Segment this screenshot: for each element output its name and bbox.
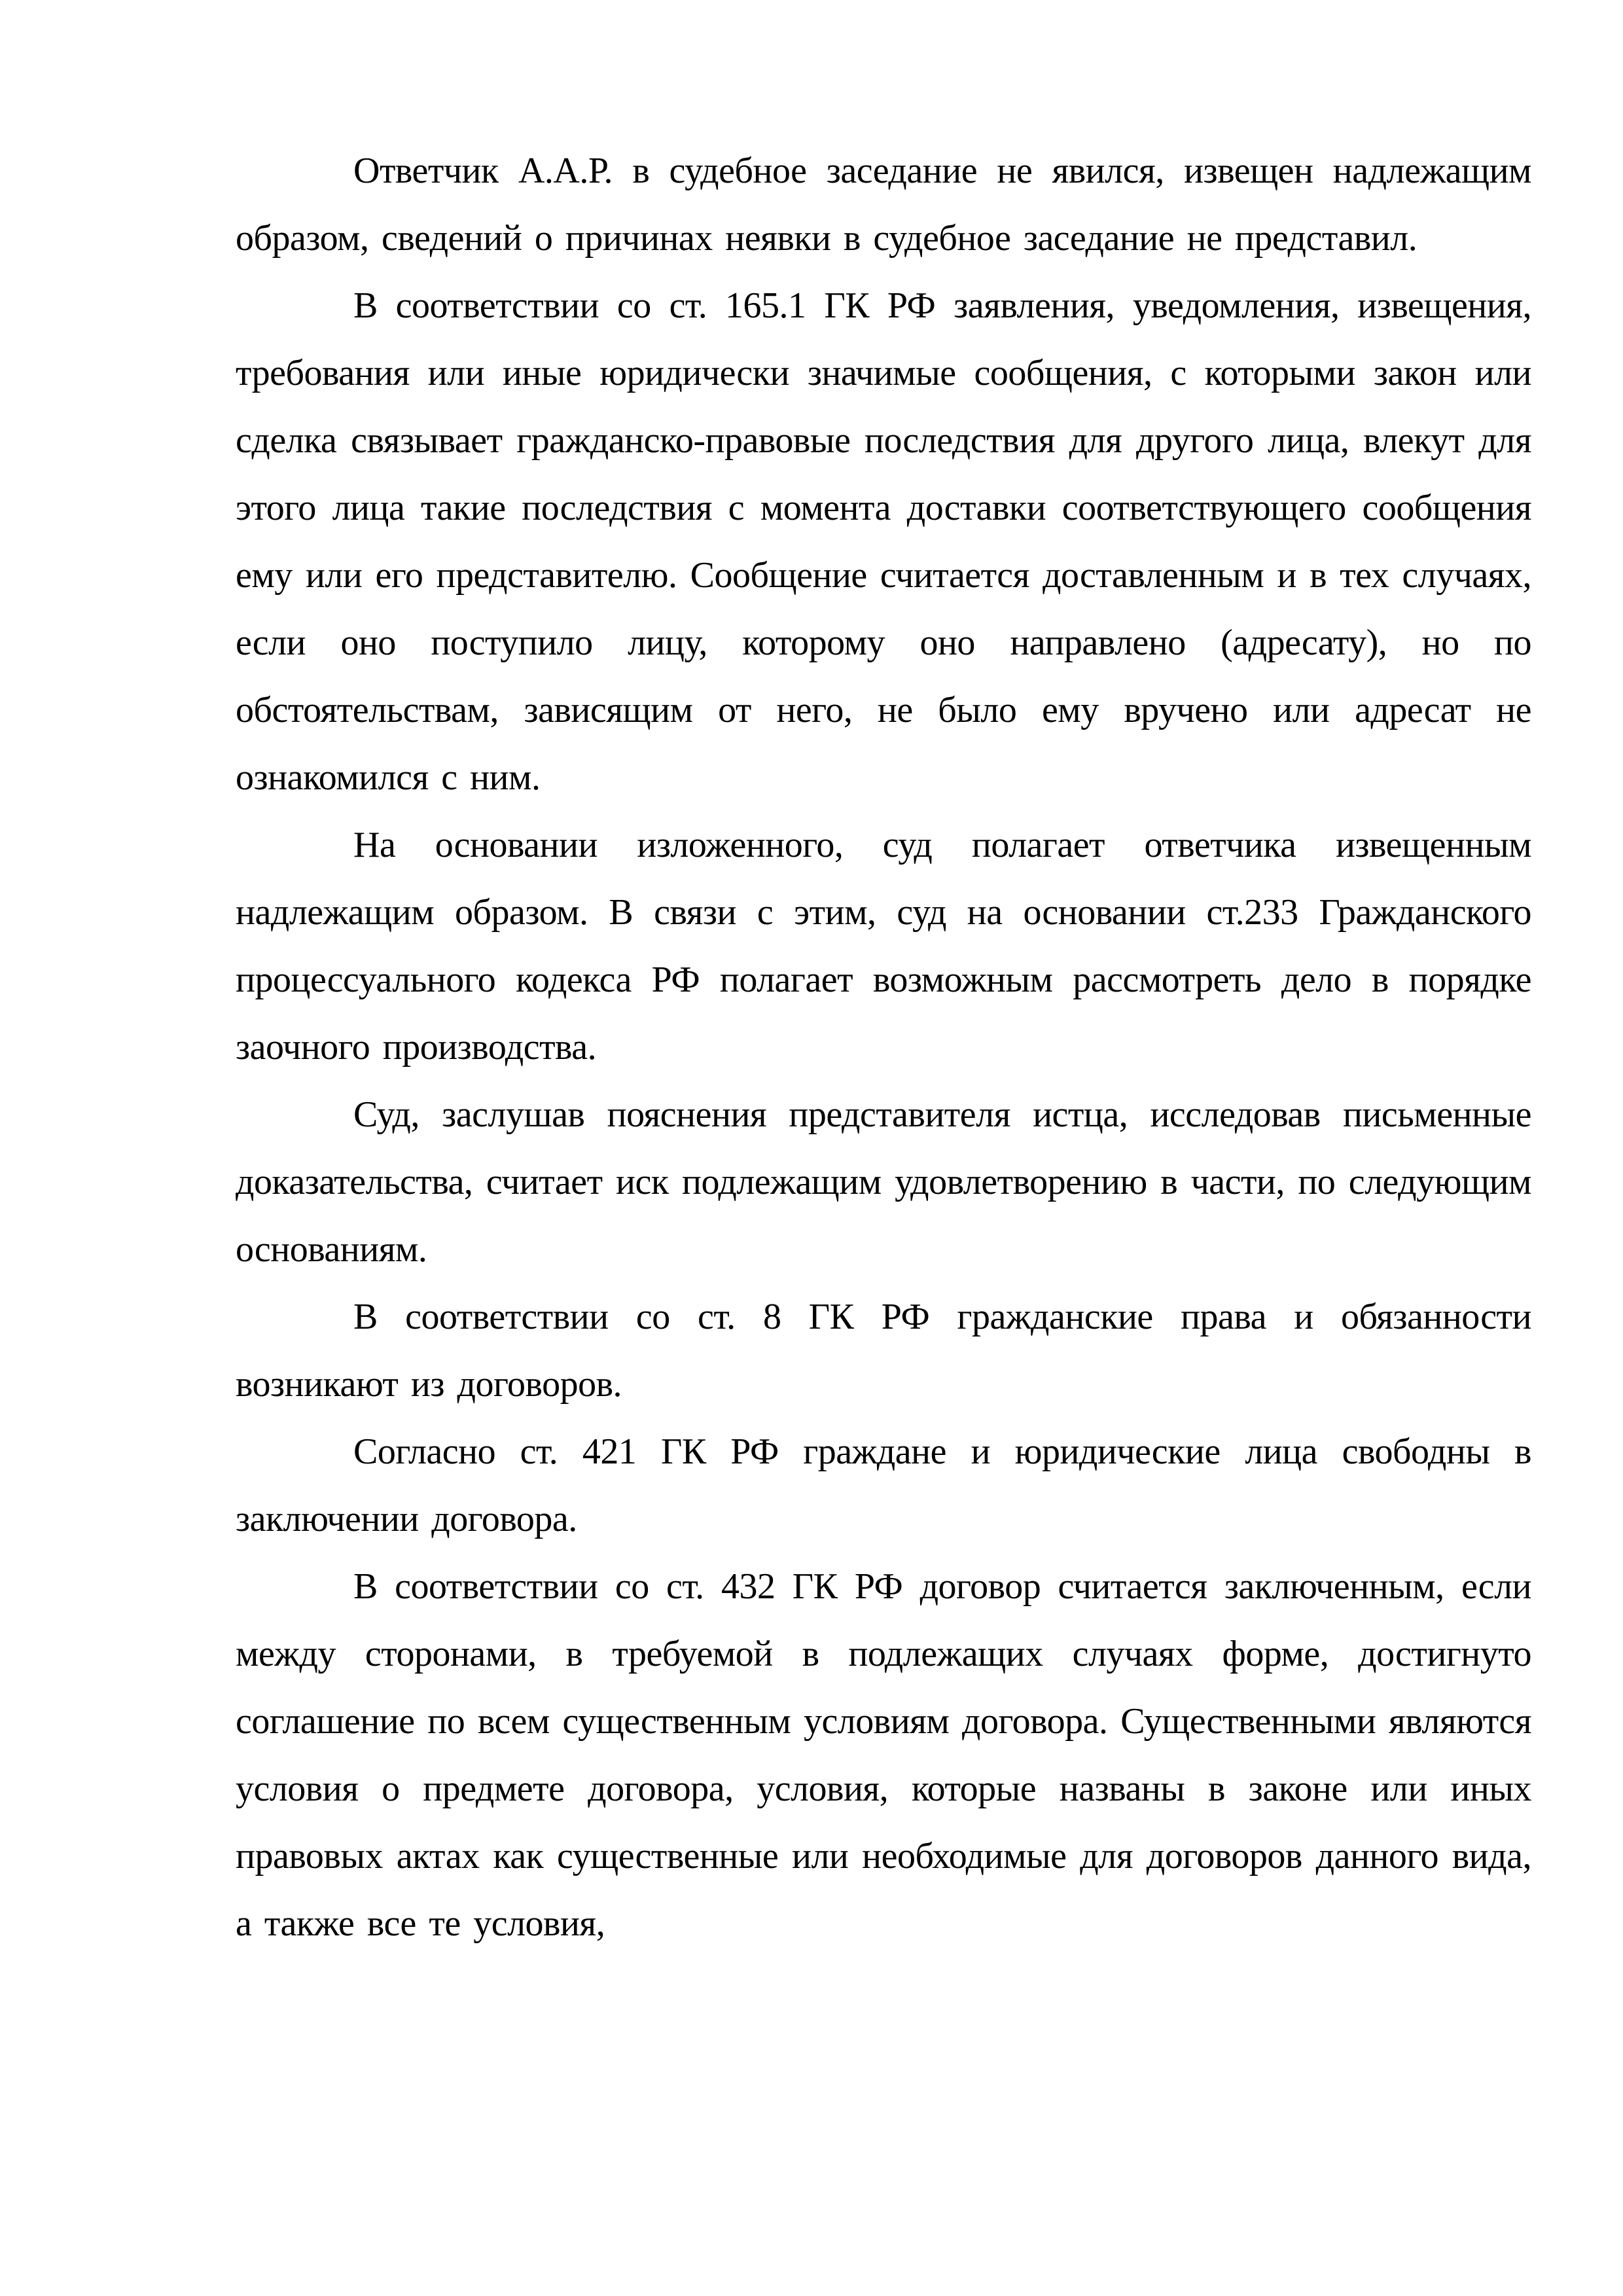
document-text-block [236,137,1531,1958]
paragraph: Согласно ст. 421 ГК РФ граждане и юридические лица свободны в заключении договора. [236,1431,1531,1539]
paragraph: Суд, заслушав пояснения представителя истца, исследовав письменные доказательства, считает иск подлежащим удовлетворению в части, по следующим основаниям. [236,1094,1531,1270]
paragraph: В соответствии со ст. 165.1 ГК РФ заявления, уведомления, извещения, требования или иные юридически значимые сообщения, с которыми закон или сделка связывает гражданско-правовые последствия для другого лица, влекут для этого лица такие последствия с момента доставки соответствующего сообщения ему или его представителю. Сообщение считается доставленным и в тех случаях, если оно поступило лицу, которому оно направлено (адресату), но по обстоятельствам, зависящим от него, не было ему вручено или адресат не ознакомился с ним. [236,285,1531,798]
paragraph: Ответчик А.А.Р. в судебное заседание не явился, извещен надлежащим образом, сведений о причинах неявки в судебное заседание не представил. [236,151,1531,259]
paragraph: На основании изложенного, суд полагает ответчика извещенным надлежащим образом. В связи с этим, суд на основании ст.233 Гражданского процессуального кодекса РФ полагает возможным рассмотреть дело в порядке заочного производства. [236,825,1531,1067]
paragraph: В соответствии со ст. 432 ГК РФ договор считается заключенным, если между сторонами, в требуемой в подлежащих случаях форме, достигнуто соглашение по всем существенным условиям договора. Существенными являются условия о предмете договора, условия, которые названы в законе или иных правовых актах как существенные или необходимые для договоров данного вида, а также все те условия, [236,1566,1531,1944]
paragraph: В соответствии со ст. 8 ГК РФ гражданские права и обязанности возникают из договоров. [236,1297,1531,1405]
